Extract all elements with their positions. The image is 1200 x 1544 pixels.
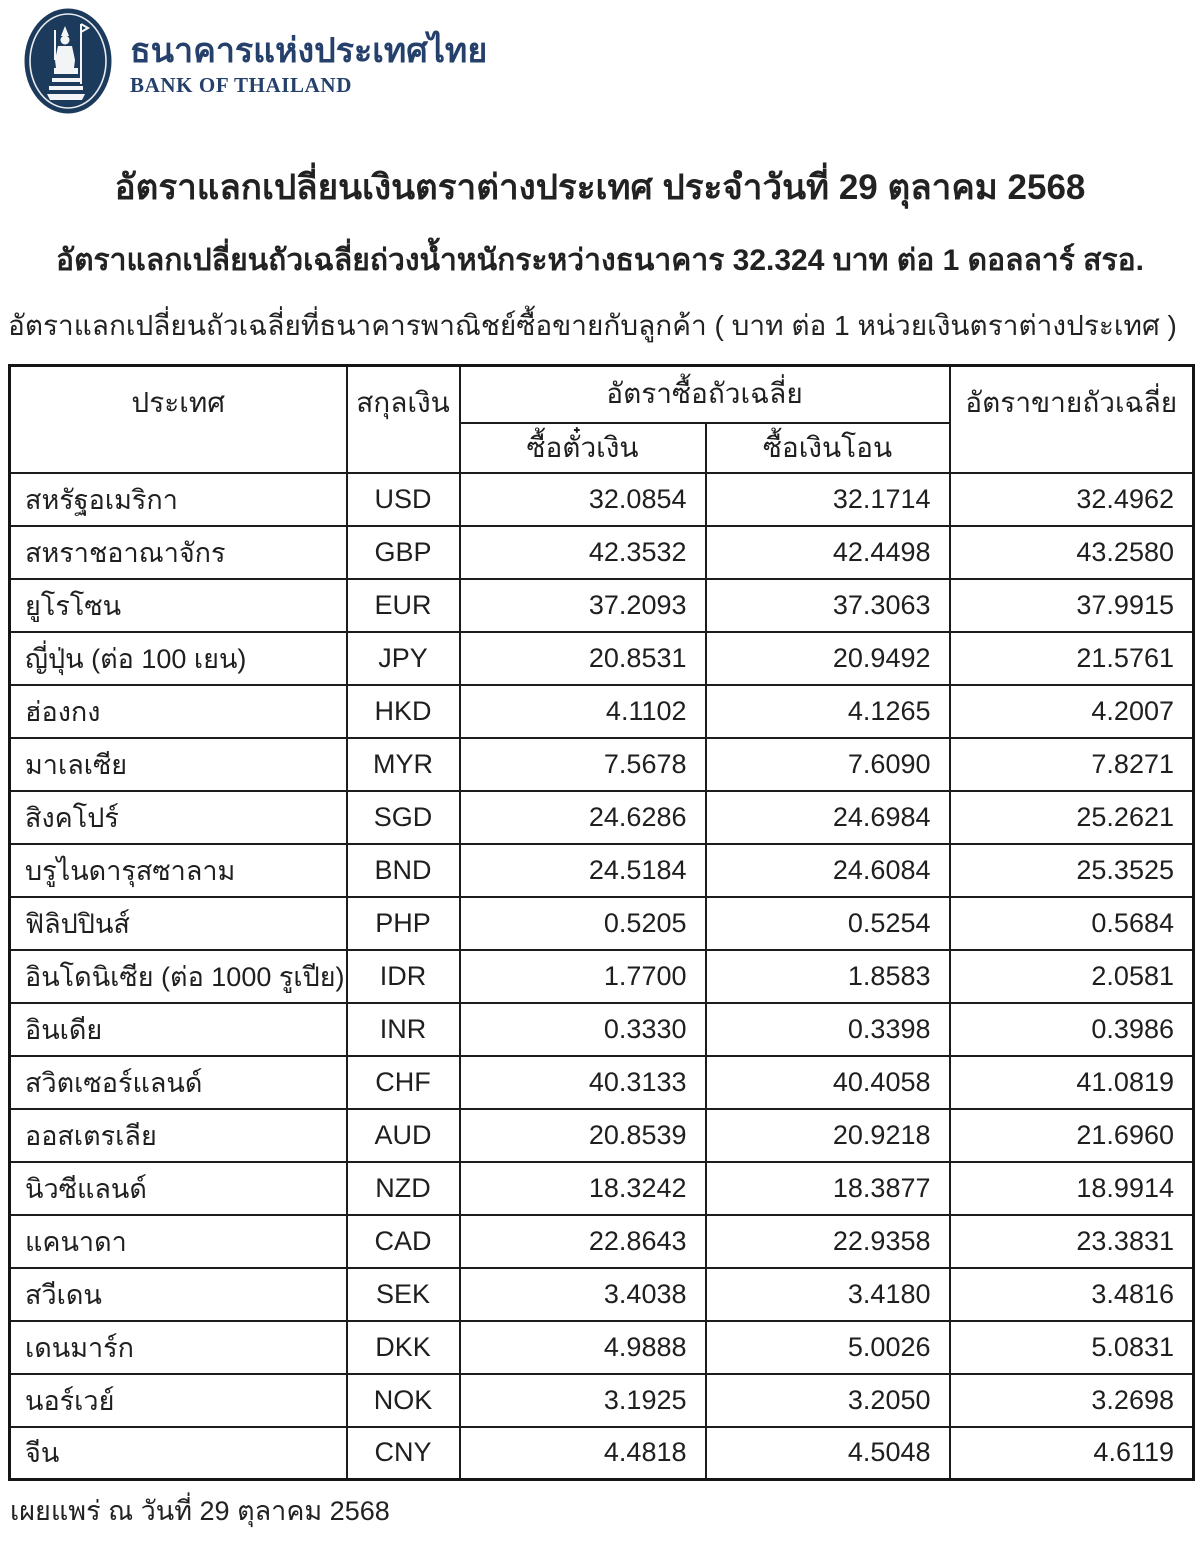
selling-rate-cell: 18.9914 xyxy=(950,1162,1194,1215)
table-row xyxy=(10,1215,1194,1268)
buying-transfer-cell: 7.6090 xyxy=(706,738,950,791)
buying-transfer-cell: 24.6084 xyxy=(706,844,950,897)
currency-code-cell: PHP xyxy=(347,897,460,950)
currency-code-cell: NZD xyxy=(347,1162,460,1215)
selling-rate-cell: 21.5761 xyxy=(950,632,1194,685)
buying-transfer-cell: 4.1265 xyxy=(706,685,950,738)
buying-transfer-cell: 0.3398 xyxy=(706,1003,950,1056)
table-row xyxy=(10,526,1194,579)
currency-code-cell: CHF xyxy=(347,1056,460,1109)
selling-rate-cell: 4.6119 xyxy=(950,1427,1194,1480)
interbank-rate-subtitle: อัตราแลกเปลี่ยนถัวเฉลี่ยถ่วงน้ำหนักระหว่างธนาคาร 32.324 บาท ต่อ 1 ดอลลาร์ สรอ. xyxy=(56,244,1144,277)
buying-sight-cell: 24.5184 xyxy=(460,844,706,897)
buying-sight-cell: 22.8643 xyxy=(460,1215,706,1268)
column-header-country: ประเทศ xyxy=(10,366,347,473)
country-cell: นิวซีแลนด์ xyxy=(10,1162,347,1215)
currency-code-cell: IDR xyxy=(347,950,460,1003)
selling-rate-cell: 0.3986 xyxy=(950,1003,1194,1056)
selling-rate-cell: 21.6960 xyxy=(950,1109,1194,1162)
selling-rate-cell: 43.2580 xyxy=(950,526,1194,579)
currency-code-cell: CNY xyxy=(347,1427,460,1480)
currency-code-cell: EUR xyxy=(347,579,460,632)
buying-transfer-cell: 40.4058 xyxy=(706,1056,950,1109)
currency-code-cell: BND xyxy=(347,844,460,897)
page-title: อัตราแลกเปลี่ยนเงินตราต่างประเทศ ประจำวันที่ 29 ตุลาคม 2568 xyxy=(114,168,1086,207)
currency-code-cell: CAD xyxy=(347,1215,460,1268)
buying-transfer-cell: 20.9218 xyxy=(706,1109,950,1162)
country-cell: ญี่ปุ่น (ต่อ 100 เยน) xyxy=(10,632,347,685)
country-cell: จีน xyxy=(10,1427,347,1480)
buying-transfer-cell: 18.3877 xyxy=(706,1162,950,1215)
buying-sight-cell: 32.0854 xyxy=(460,473,706,526)
table-row xyxy=(10,1003,1194,1056)
column-header-selling: อัตราขายถัวเฉลี่ย xyxy=(950,366,1194,473)
buying-sight-cell: 0.5205 xyxy=(460,897,706,950)
selling-rate-cell: 25.2621 xyxy=(950,791,1194,844)
buying-sight-cell: 4.1102 xyxy=(460,685,706,738)
buying-transfer-cell: 32.1714 xyxy=(706,473,950,526)
country-cell: สหราชอาณาจักร xyxy=(10,526,347,579)
country-cell: ออสเตรเลีย xyxy=(10,1109,347,1162)
buying-sight-cell: 20.8531 xyxy=(460,632,706,685)
buying-sight-cell: 24.6286 xyxy=(460,791,706,844)
country-cell: บรูไนดารุสซาลาม xyxy=(10,844,347,897)
table-row xyxy=(10,950,1194,1003)
country-cell: สหรัฐอเมริกา xyxy=(10,473,347,526)
buying-transfer-cell: 5.0026 xyxy=(706,1321,950,1374)
buying-transfer-cell: 3.4180 xyxy=(706,1268,950,1321)
bank-of-thailand-logo-icon xyxy=(24,8,112,114)
selling-rate-cell: 41.0819 xyxy=(950,1056,1194,1109)
column-header-buying-transfer: ซื้อเงินโอน xyxy=(706,423,950,473)
buying-transfer-cell: 22.9358 xyxy=(706,1215,950,1268)
currency-code-cell: GBP xyxy=(347,526,460,579)
selling-rate-cell: 23.3831 xyxy=(950,1215,1194,1268)
selling-rate-cell: 37.9915 xyxy=(950,579,1194,632)
country-cell: อินโดนิเซีย (ต่อ 1000 รูเปีย) xyxy=(10,950,347,1003)
buying-sight-cell: 4.4818 xyxy=(460,1427,706,1480)
country-cell: ฮ่องกง xyxy=(10,685,347,738)
currency-code-cell: HKD xyxy=(347,685,460,738)
buying-sight-cell: 18.3242 xyxy=(460,1162,706,1215)
brand-header xyxy=(0,0,1200,130)
buying-transfer-cell: 42.4498 xyxy=(706,526,950,579)
currency-code-cell: DKK xyxy=(347,1321,460,1374)
table-row xyxy=(10,1268,1194,1321)
bank-name-thai: ธนาคารแห่งประเทศไทย xyxy=(130,32,488,70)
country-cell: นอร์เวย์ xyxy=(10,1374,347,1427)
brand-text xyxy=(130,8,487,98)
customer-rate-note: อัตราแลกเปลี่ยนถัวเฉลี่ยที่ธนาคารพาณิชย์ซื้อขายกับลูกค้า ( บาท ต่อ 1 หน่วยเงินตราต่างประเทศ ) xyxy=(8,310,1177,341)
selling-rate-cell: 5.0831 xyxy=(950,1321,1194,1374)
country-cell: แคนาดา xyxy=(10,1215,347,1268)
country-cell: สวีเดน xyxy=(10,1268,347,1321)
currency-code-cell: SGD xyxy=(347,791,460,844)
country-cell: อินเดีย xyxy=(10,1003,347,1056)
buying-sight-cell: 1.7700 xyxy=(460,950,706,1003)
country-cell: สวิตเซอร์แลนด์ xyxy=(10,1056,347,1109)
published-date: เผยแพร่ ณ วันที่ 29 ตุลาคม 2568 xyxy=(10,1496,390,1526)
selling-rate-cell: 25.3525 xyxy=(950,844,1194,897)
country-cell: ฟิลิปปินส์ xyxy=(10,897,347,950)
column-header-buying-sight: ซื้อตั๋วเงิน xyxy=(460,423,706,473)
buying-sight-cell: 7.5678 xyxy=(460,738,706,791)
buying-transfer-cell: 3.2050 xyxy=(706,1374,950,1427)
exchange-rates-table xyxy=(8,364,1195,1481)
currency-code-cell: USD xyxy=(347,473,460,526)
table-row xyxy=(10,897,1194,950)
buying-sight-cell: 40.3133 xyxy=(460,1056,706,1109)
rates-table-body xyxy=(10,473,1194,1480)
buying-transfer-cell: 4.5048 xyxy=(706,1427,950,1480)
table-row xyxy=(10,738,1194,791)
selling-rate-cell: 4.2007 xyxy=(950,685,1194,738)
table-row xyxy=(10,1427,1194,1480)
buying-sight-cell: 4.9888 xyxy=(460,1321,706,1374)
table-row xyxy=(10,1374,1194,1427)
buying-sight-cell: 3.4038 xyxy=(460,1268,706,1321)
table-row xyxy=(10,1109,1194,1162)
currency-code-cell: NOK xyxy=(347,1374,460,1427)
buying-sight-cell: 20.8539 xyxy=(460,1109,706,1162)
buying-sight-cell: 3.1925 xyxy=(460,1374,706,1427)
table-row xyxy=(10,1056,1194,1109)
selling-rate-cell: 7.8271 xyxy=(950,738,1194,791)
selling-rate-cell: 32.4962 xyxy=(950,473,1194,526)
currency-code-cell: AUD xyxy=(347,1109,460,1162)
table-header-row-1 xyxy=(10,366,1194,423)
table-row xyxy=(10,579,1194,632)
column-header-buying-group: อัตราซื้อถัวเฉลี่ย xyxy=(460,366,950,423)
table-row xyxy=(10,632,1194,685)
country-cell: สิงคโปร์ xyxy=(10,791,347,844)
buying-sight-cell: 37.2093 xyxy=(460,579,706,632)
table-row xyxy=(10,685,1194,738)
currency-code-cell: JPY xyxy=(347,632,460,685)
buying-transfer-cell: 37.3063 xyxy=(706,579,950,632)
buying-transfer-cell: 20.9492 xyxy=(706,632,950,685)
table-row xyxy=(10,473,1194,526)
country-cell: มาเลเซีย xyxy=(10,738,347,791)
buying-sight-cell: 0.3330 xyxy=(460,1003,706,1056)
buying-transfer-cell: 1.8583 xyxy=(706,950,950,1003)
buying-transfer-cell: 24.6984 xyxy=(706,791,950,844)
currency-code-cell: INR xyxy=(347,1003,460,1056)
buying-sight-cell: 42.3532 xyxy=(460,526,706,579)
selling-rate-cell: 3.4816 xyxy=(950,1268,1194,1321)
bank-name-english: BANK OF THAILAND xyxy=(130,73,352,98)
table-row xyxy=(10,1321,1194,1374)
table-row xyxy=(10,791,1194,844)
country-cell: ยูโรโซน xyxy=(10,579,347,632)
currency-code-cell: SEK xyxy=(347,1268,460,1321)
column-header-currency: สกุลเงิน xyxy=(347,366,460,473)
selling-rate-cell: 3.2698 xyxy=(950,1374,1194,1427)
buying-transfer-cell: 0.5254 xyxy=(706,897,950,950)
table-row xyxy=(10,844,1194,897)
country-cell: เดนมาร์ก xyxy=(10,1321,347,1374)
currency-code-cell: MYR xyxy=(347,738,460,791)
selling-rate-cell: 0.5684 xyxy=(950,897,1194,950)
table-row xyxy=(10,1162,1194,1215)
selling-rate-cell: 2.0581 xyxy=(950,950,1194,1003)
